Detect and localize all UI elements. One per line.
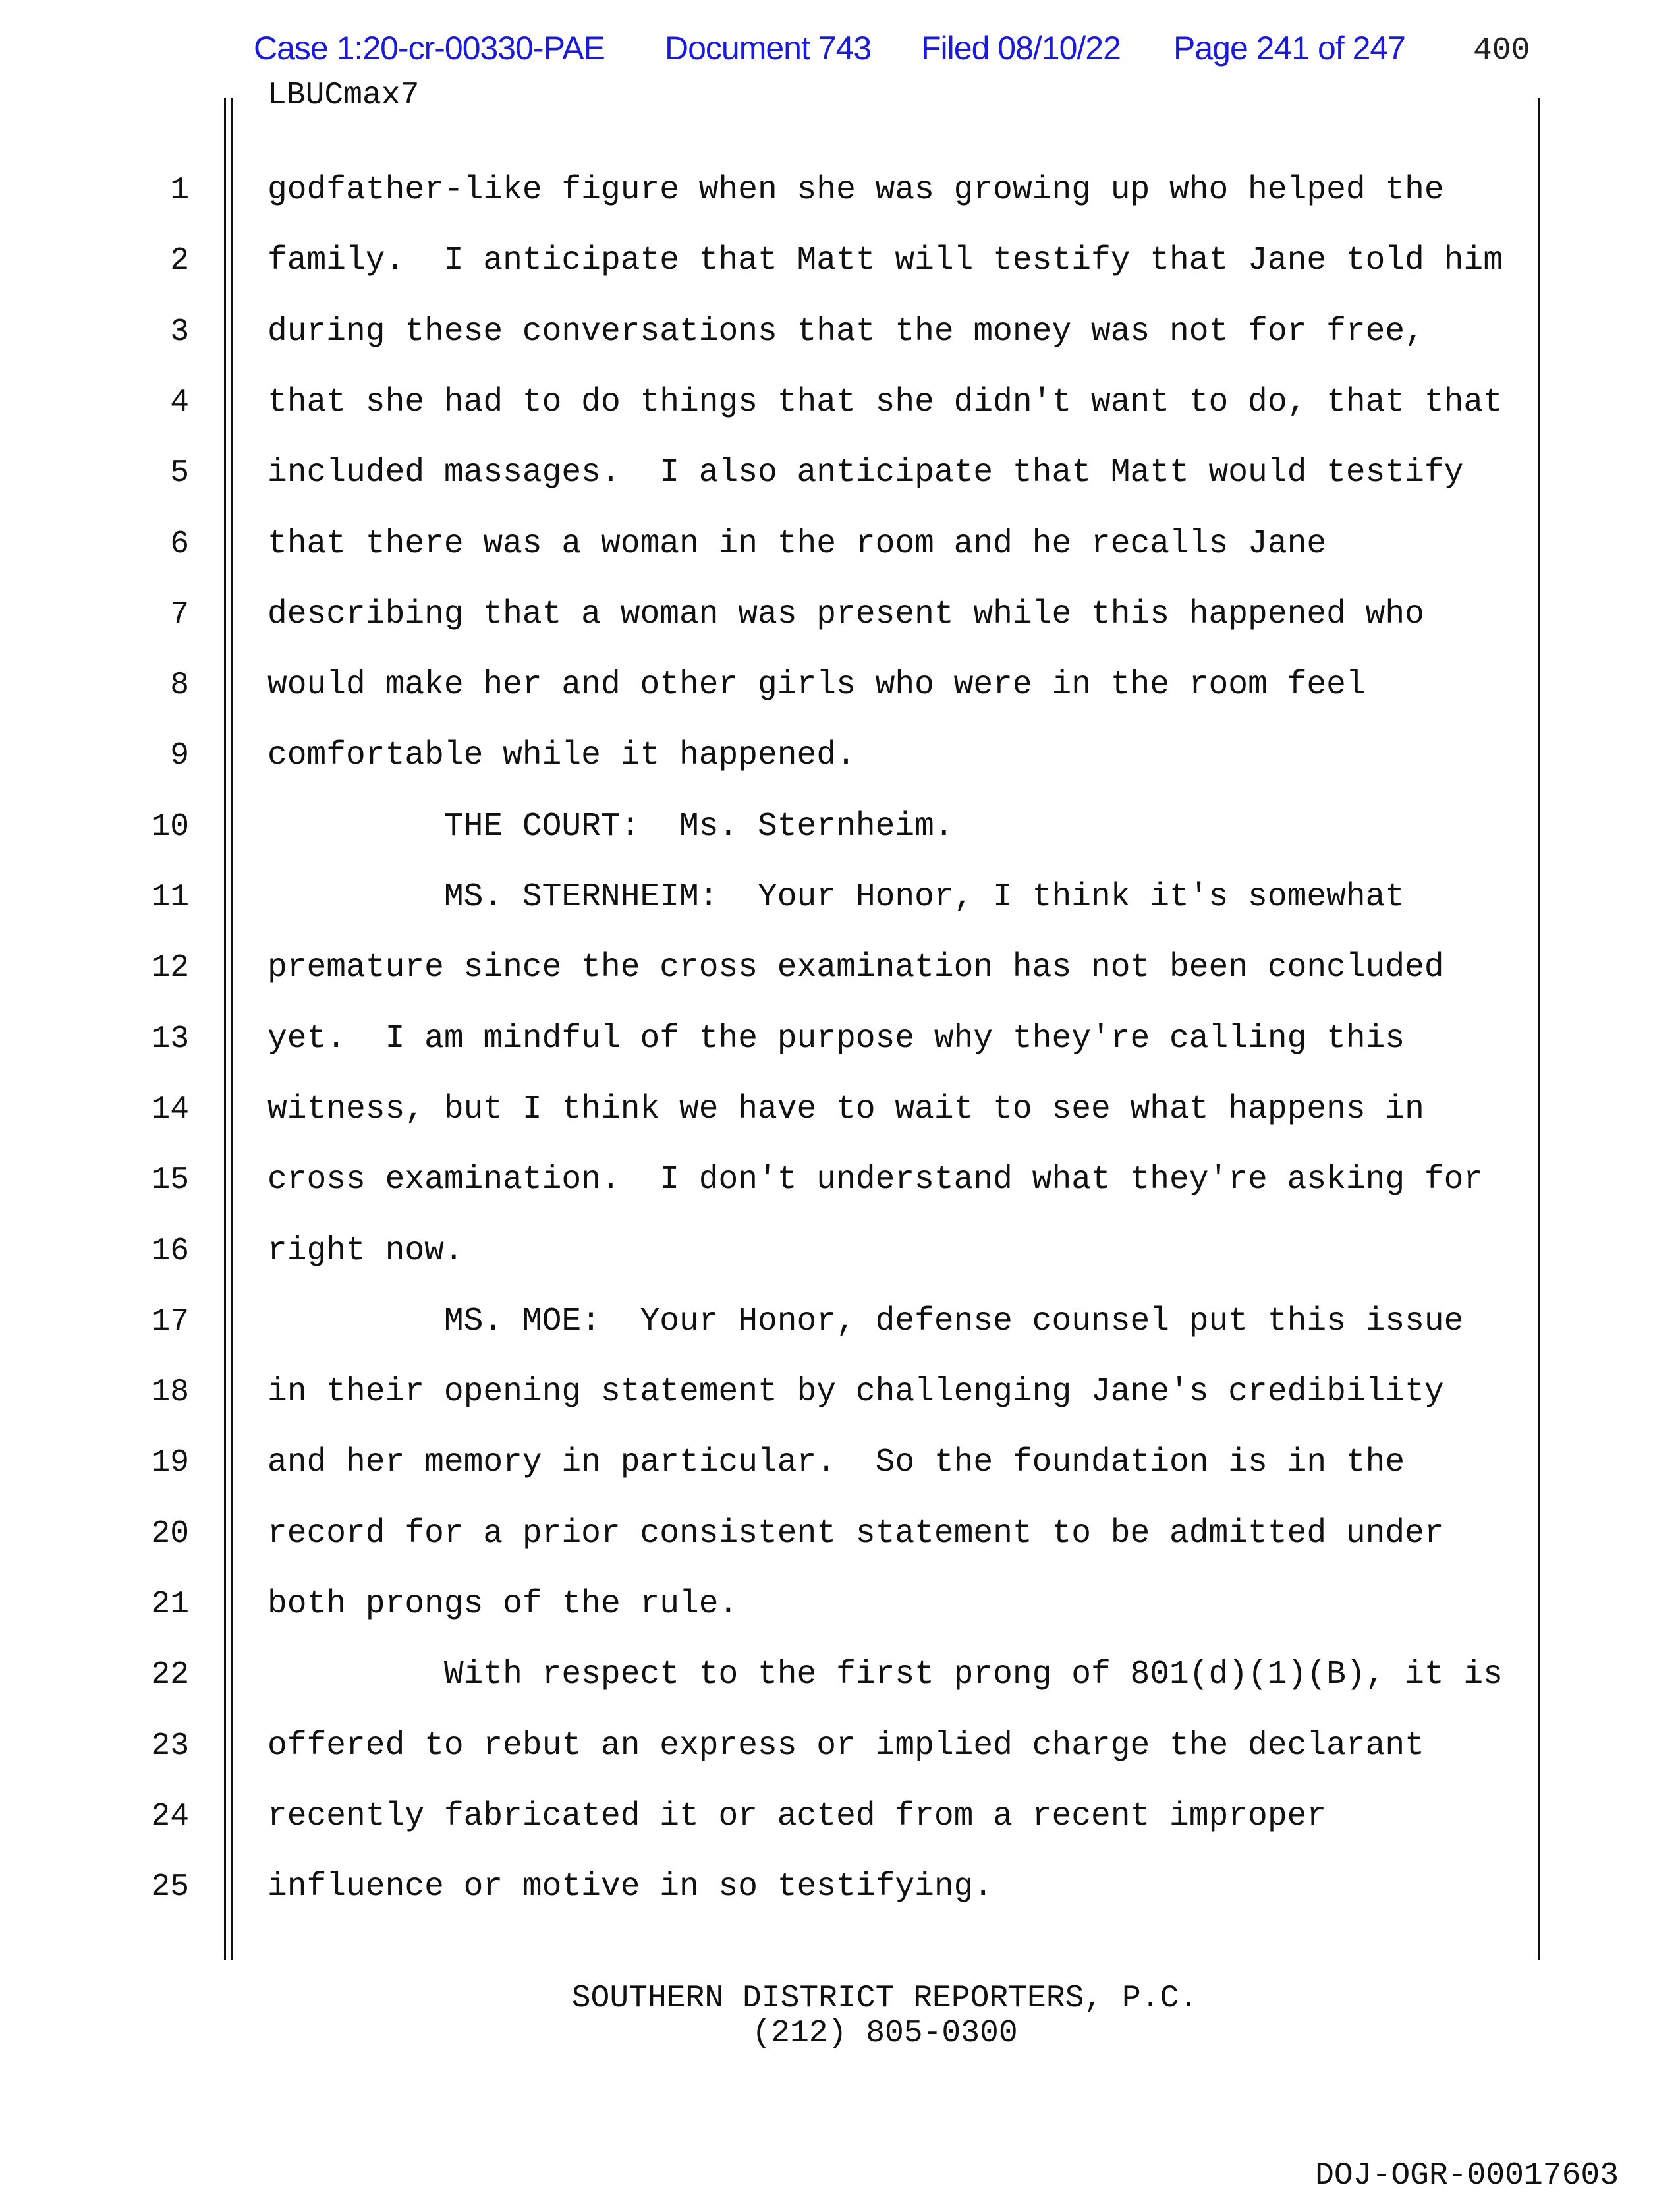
transcript-line: influence or motive in so testifying. (267, 1868, 994, 1906)
transcript-line: included massages. I also anticipate that Matt would testify (267, 454, 1464, 492)
line-number: 18 (151, 1375, 189, 1411)
line-number: 22 (151, 1657, 189, 1693)
line-number: 15 (151, 1162, 189, 1199)
line-number: 1 (170, 173, 189, 208)
line-number: 25 (151, 1869, 189, 1906)
document-number: Document 743 (665, 30, 872, 67)
bates-number: DOJ-OGR-00017603 (1315, 2158, 1619, 2194)
transcript-code: LBUCmax7 (267, 78, 420, 113)
transcript-line: recently fabricated it or acted from a recent improper (267, 1797, 1327, 1834)
transcript-line: godfather-like figure when she was growing up who helped the (267, 171, 1444, 208)
case-number: Case 1:20-cr-00330-PAE (254, 30, 605, 67)
right-margin-rule (1538, 98, 1540, 1960)
reporter-name: SOUTHERN DISTRICT REPORTERS, P.C. (571, 1981, 1198, 2016)
line-number: 3 (170, 314, 189, 350)
reporter-phone: (212) 805-0300 (752, 2016, 1018, 2051)
page-count: Page 241 of 247 (1173, 30, 1405, 67)
line-number: 13 (151, 1021, 189, 1057)
left-margin-rule-outer (224, 98, 226, 1960)
transcript-line: during these conversations that the money was not for free, (267, 312, 1424, 350)
line-number: 12 (151, 950, 189, 986)
line-number: 21 (151, 1587, 189, 1622)
transcript-line: THE COURT: Ms. Sternheim. (443, 807, 954, 845)
line-number: 4 (170, 384, 189, 420)
line-number: 9 (170, 738, 189, 774)
transcript-line: yet. I am mindful of the purpose why they're calling this (267, 1019, 1405, 1057)
line-number: 24 (151, 1798, 189, 1834)
transcript-line: With respect to the first prong of 801(d)(1)(B), it is (443, 1656, 1503, 1693)
transcript-line: both prongs of the rule. (267, 1585, 739, 1622)
transcript-line: family. I anticipate that Matt will testify that Jane told him (267, 242, 1503, 279)
transcript-line: in their opening statement by challenging Jane's credibility (267, 1373, 1444, 1411)
line-number: 17 (151, 1303, 189, 1340)
line-number: 5 (170, 455, 189, 492)
line-number: 8 (170, 667, 189, 704)
line-number: 20 (151, 1516, 189, 1552)
transcript-line: right now. (267, 1232, 464, 1269)
line-number: 16 (151, 1233, 189, 1269)
transcript-line: describing that a woman was present while this happened who (267, 595, 1424, 633)
transcript-line: and her memory in particular. So the foundation is in the (267, 1444, 1405, 1481)
line-number: 19 (151, 1445, 189, 1481)
line-number: 7 (170, 596, 189, 633)
line-number: 10 (151, 808, 189, 845)
transcript-line: that she had to do things that she didn't want to do, that that (267, 383, 1503, 420)
transcript-line: witness, but I think we have to wait to see what happens in (267, 1090, 1424, 1127)
transcript-line: MS. MOE: Your Honor, defense counsel put this issue (443, 1302, 1464, 1340)
transcript-line: offered to rebut an express or implied charge the declarant (267, 1726, 1424, 1764)
line-number: 11 (151, 880, 189, 915)
line-number: 14 (151, 1091, 189, 1127)
transcript-line: MS. STERNHEIM: Your Honor, I think it's somewhat (443, 878, 1405, 915)
transcript-line: premature since the cross examination has not been concluded (267, 949, 1444, 986)
left-margin-rule-inner (231, 98, 233, 1960)
transcript-line: that there was a woman in the room and he recalls Jane (267, 525, 1327, 562)
filed-date: Filed 08/10/22 (921, 30, 1121, 67)
transcript-line: comfortable while it happened. (267, 737, 856, 774)
transcript-line: would make her and other girls who were in the room feel (267, 666, 1366, 704)
transcript-line: record for a prior consistent statement to be admitted under (267, 1514, 1444, 1552)
line-number: 6 (170, 526, 189, 562)
line-number: 2 (170, 243, 189, 279)
transcript-line: cross examination. I don't understand what they're asking for (267, 1161, 1484, 1199)
transcript-page-number: 400 (1473, 33, 1530, 69)
line-number: 23 (151, 1728, 189, 1764)
